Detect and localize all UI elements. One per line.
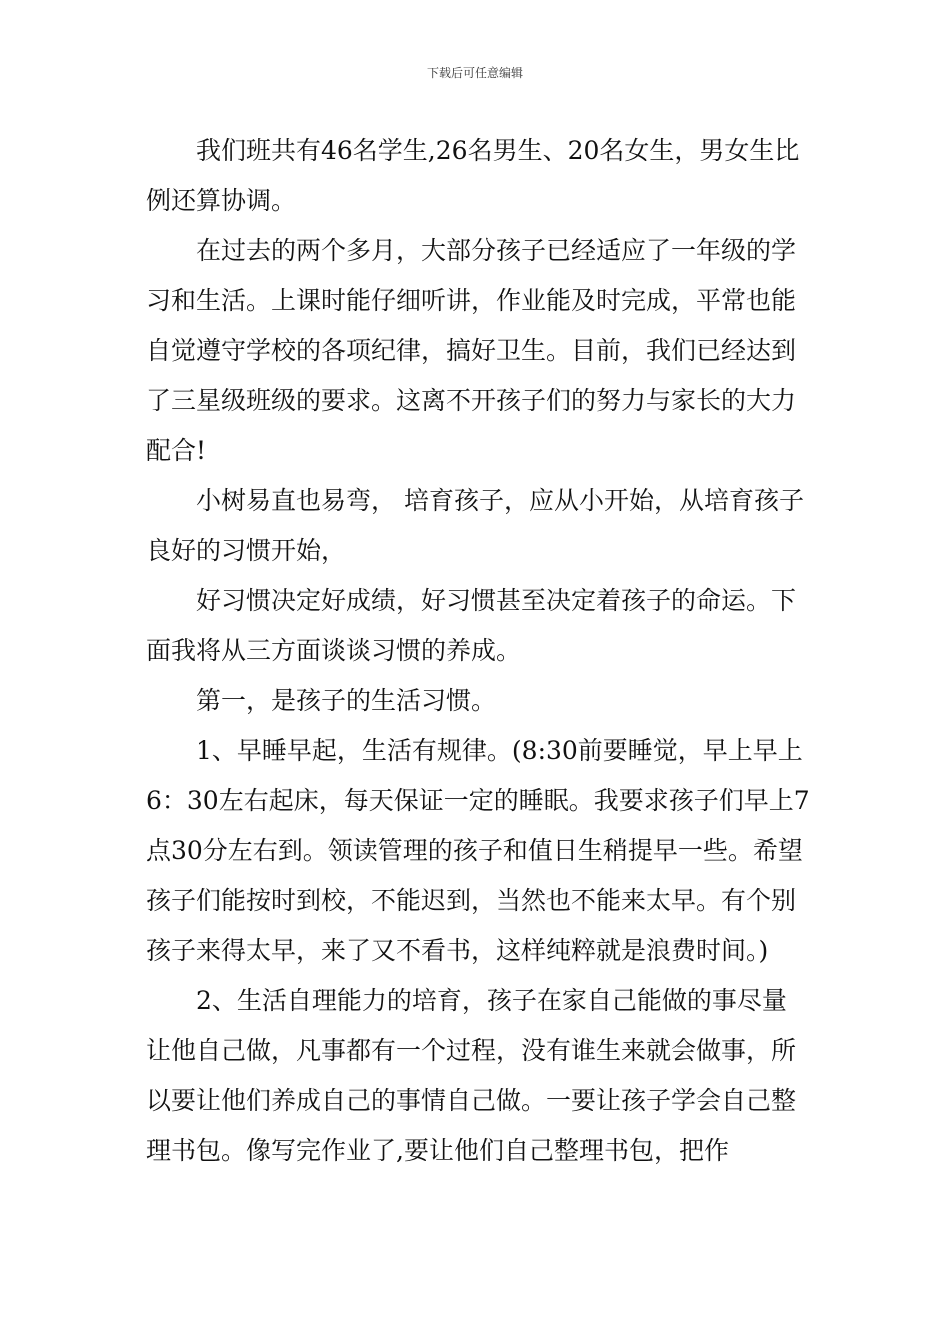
paragraph-class-size: 我们班共有46名学生,26名男生、20名女生，男女生比例还算协调。 — [146, 136, 800, 215]
paragraph-sleep-schedule: 1、早睡早起，生活有规律。(8:30前要睡觉，早上早上6：30左右起床，每天保证一定的睡眠。我要求孩子们早上7点30分左右到。领读管理的孩子和值日生稍提早一些。希望孩子们能按时到校，不能迟到，当然也不能来太早。有个别孩子来得太早，来了又不看书，这样纯粹就是浪费时间。) — [146, 736, 810, 965]
paragraph-first-point: 第一，是孩子的生活习惯。 — [196, 686, 497, 715]
paragraph-self-care: 2、生活自理能力的培育，孩子在家自己能做的事尽量让他自己做，凡事都有一个过程，没有谁生来就会做事，所以要让他们养成自己的事情自己做。一要让孩子学会自己整理书包。像写完作业了,要让他们自己整理书包，把作 — [146, 986, 797, 1165]
paragraph-young-tree: 小树易直也易弯， 培育孩子，应从小开始，从培育孩子良好的习惯开始， — [146, 486, 804, 565]
paragraph-adaptation: 在过去的两个多月，大部分孩子已经适应了一年级的学习和生活。上课时能仔细听讲，作业能及时完成，平常也能自觉遵守学校的各项纪律，搞好卫生。目前，我们已经达到了三星级班级的要求。这离不开孩子们的努力与家长的大力配合! — [146, 236, 797, 465]
paragraph-good-habits: 好习惯决定好成绩，好习惯甚至决定着孩子的命运。下面我将从三方面谈谈习惯的养成。 — [146, 586, 797, 665]
page-header-note: 下载后可任意编辑 — [426, 66, 523, 80]
document-body — [146, 126, 811, 1176]
